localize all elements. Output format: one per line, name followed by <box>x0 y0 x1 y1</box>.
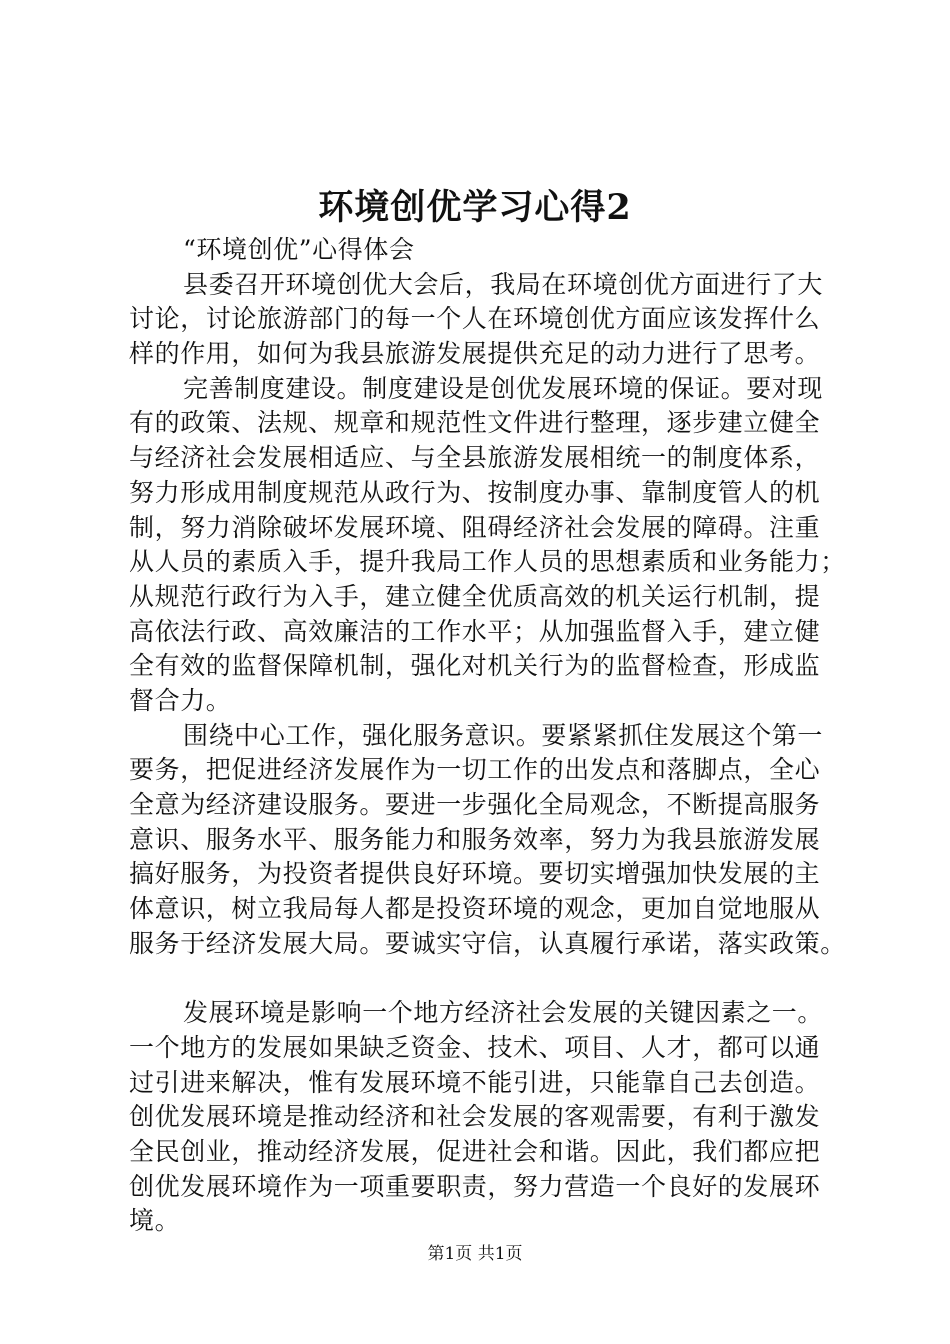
text-line: 从人员的素质入手，提升我局工作人员的思想素质和业务能力； <box>129 547 846 577</box>
text-line: 搞好服务，为投资者提供良好环境。要切实增强加快发展的主 <box>129 859 821 889</box>
text-line: 要务，把促进经济发展作为一切工作的出发点和落脚点，全心 <box>129 755 821 785</box>
text-line: 讨论，讨论旅游部门的每一个人在环境创优方面应该发挥什么 <box>129 304 821 334</box>
text-line: 过引进来解决，惟有发展环境不能引进，只能靠自己去创造。 <box>129 1067 821 1097</box>
text-line: 制，努力消除破坏发展环境、阻碍经济社会发展的障碍。注重 <box>129 512 821 542</box>
text-line: 创优发展环境是推动经济和社会发展的客观需要，有利于激发 <box>129 1102 821 1132</box>
text-line: 全民创业，推动经济发展，促进社会和谐。因此，我们都应把 <box>129 1136 821 1166</box>
text-line: 与经济社会发展相适应、与全县旅游发展相统一的制度体系， <box>129 443 821 473</box>
text-line: 县委召开环境创优大会后，我局在环境创优方面进行了大 <box>183 269 824 299</box>
text-line: 意识、服务水平、服务能力和服务效率，努力为我县旅游发展 <box>129 824 821 854</box>
text-line: 全有效的监督保障机制，强化对机关行为的监督检查，形成监 <box>129 651 821 681</box>
text-line: 围绕中心工作，强化服务意识。要紧紧抓住发展这个第一 <box>183 720 824 750</box>
text-line: 一个地方的发展如果缺乏资金、技术、项目、人才，都可以通 <box>129 1032 821 1062</box>
blank-line <box>129 961 849 996</box>
text-line: 境。 <box>129 1206 181 1236</box>
document-title: 环境创优学习心得2 <box>318 187 632 228</box>
text-line: 完善制度建设。制度建设是创优发展环境的保证。要对现 <box>183 373 824 403</box>
text-line: 发展环境是影响一个地方经济社会发展的关键因素之一。 <box>183 998 824 1028</box>
text-line: 督合力。 <box>129 685 232 715</box>
text-line: “环境创优”心得体会 <box>183 235 415 264</box>
document-body <box>129 233 849 1239</box>
text-line: 体意识，树立我局每人都是投资环境的观念，更加自觉地服从 <box>129 894 821 924</box>
text-line: 样的作用，如何为我县旅游发展提供充足的动力进行了思考。 <box>129 339 821 369</box>
text-line: 努力形成用制度规范从政行为、按制度办事、靠制度管人的机 <box>129 477 821 507</box>
text-line: 全意为经济建设服务。要进一步强化全局观念，不断提高服务 <box>129 790 821 819</box>
text-line: 创优发展环境作为一项重要职责，努力营造一个良好的发展环 <box>129 1171 821 1201</box>
text-line: 高依法行政、高效廉洁的工作水平；从加强监督入手，建立健 <box>129 616 821 646</box>
text-line: 服务于经济发展大局。要诚实守信，认真履行承诺，落实政策。 <box>129 928 846 958</box>
text-line: 从规范行政行为入手，建立健全优质高效的机关运行机制，提 <box>129 581 821 611</box>
text-line: 有的政策、法规、规章和规范性文件进行整理，逐步建立健全 <box>129 408 821 438</box>
page-footer: 第1页 共1页 <box>427 1244 523 1264</box>
